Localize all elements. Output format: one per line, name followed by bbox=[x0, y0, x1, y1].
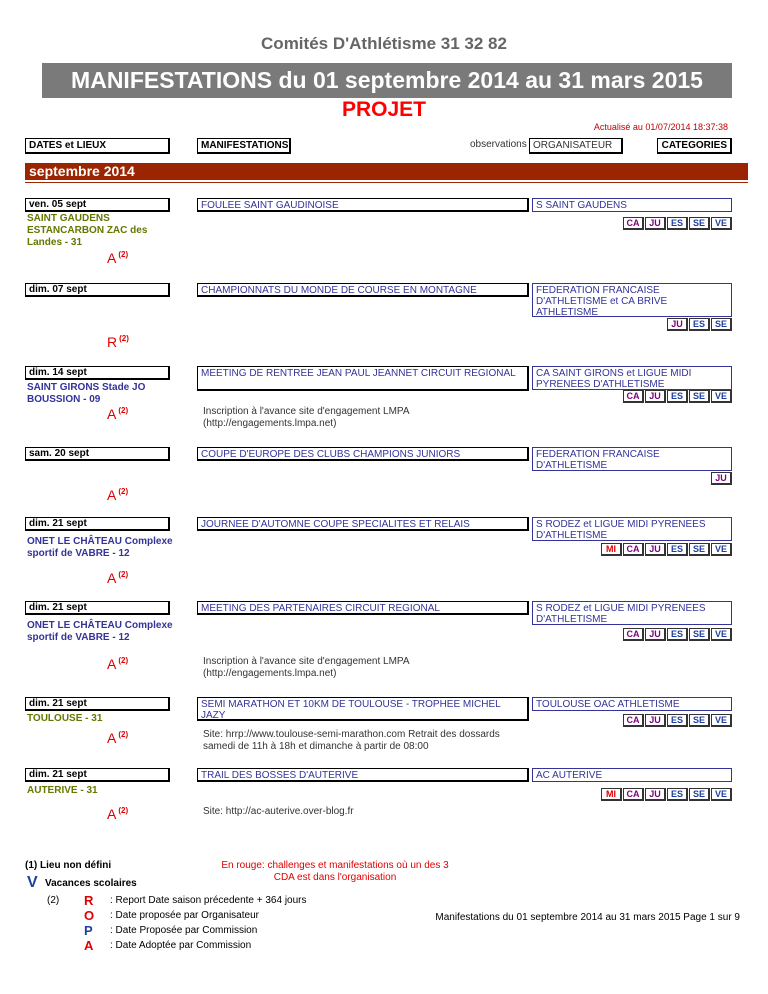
event-status bbox=[107, 334, 129, 350]
category-badge: VE bbox=[711, 390, 732, 403]
event-date: sam. 20 sept bbox=[25, 447, 170, 461]
event-categories bbox=[622, 628, 732, 641]
event-place: TOULOUSE - 31 bbox=[27, 713, 103, 724]
vacances-letter: V bbox=[27, 874, 38, 891]
event-status-note: (2) bbox=[118, 806, 129, 816]
event-categories bbox=[600, 543, 732, 556]
category-badge: JU bbox=[667, 318, 688, 331]
event-status-letter: A bbox=[107, 570, 117, 586]
org-title: Comités D'Athlétisme 31 32 82 bbox=[261, 34, 507, 53]
event-status-note: (2) bbox=[118, 406, 129, 416]
event-status-note: (2) bbox=[119, 334, 129, 344]
event-date: dim. 07 sept bbox=[25, 283, 170, 297]
category-badge: JU bbox=[645, 390, 666, 403]
event-observation: Site: http://ac-auterive.over-blog.fr bbox=[203, 806, 354, 817]
category-badge: JU bbox=[645, 714, 666, 727]
event-categories bbox=[600, 788, 732, 801]
event-place: SAINT GIRONS Stade JO BOUSSION - 09 bbox=[27, 382, 146, 405]
legend-number: (2) bbox=[47, 895, 60, 906]
event-status-note: (2) bbox=[118, 730, 129, 740]
event-organizer: S RODEZ et LIGUE MIDI PYRENEES D'ATHLETISME bbox=[532, 517, 732, 541]
category-badge: VE bbox=[711, 543, 732, 556]
category-badge: VE bbox=[711, 217, 732, 230]
event-date: dim. 21 sept bbox=[25, 601, 170, 615]
col-header-manifestations: MANIFESTATIONS bbox=[197, 138, 291, 154]
footer-lieu-note: (1) Lieu non défini bbox=[25, 860, 112, 871]
category-badge: ES bbox=[667, 390, 688, 403]
legend-letter: R bbox=[84, 893, 94, 908]
category-badge: JU bbox=[645, 628, 666, 641]
event-status-letter: A bbox=[107, 806, 117, 822]
legend-letter: A bbox=[84, 938, 94, 953]
legend-description: : Date Proposée par Commission bbox=[110, 925, 258, 936]
col-header-observations: observations bbox=[470, 139, 527, 150]
event-categories bbox=[710, 472, 732, 485]
category-badge: JU bbox=[645, 788, 666, 801]
category-badge: SE bbox=[711, 318, 732, 331]
month-divider bbox=[25, 182, 748, 183]
category-badge: CA bbox=[623, 390, 644, 403]
event-categories bbox=[666, 318, 732, 331]
category-badge: SE bbox=[689, 714, 710, 727]
event-status-letter: R bbox=[107, 334, 118, 350]
event-place: SAINT GAUDENS ESTANCARBON ZAC des Landes - 31 bbox=[27, 213, 148, 248]
event-organizer: S RODEZ et LIGUE MIDI PYRENEES D'ATHLETISME bbox=[532, 601, 732, 625]
event-organizer: AC AUTERIVE bbox=[532, 768, 732, 782]
event-title[interactable]: SEMI MARATHON ET 10KM DE TOULOUSE - TROPHEE MICHEL JAZY bbox=[197, 697, 529, 721]
status-title: PROJET bbox=[341, 98, 427, 121]
category-badge: JU bbox=[645, 543, 666, 556]
event-status bbox=[107, 570, 128, 586]
main-title: MANIFESTATIONS du 01 septembre 2014 au 31 mars 2015 bbox=[42, 63, 732, 98]
updated-timestamp: Actualisé au 01/07/2014 18:37:38 bbox=[593, 122, 728, 132]
event-status-letter: A bbox=[107, 250, 117, 266]
category-badge: SE bbox=[689, 390, 710, 403]
event-title[interactable]: COUPE D'EUROPE DES CLUBS CHAMPIONS JUNIORS bbox=[197, 447, 529, 461]
event-status-note: (2) bbox=[118, 570, 129, 580]
category-badge: VE bbox=[711, 628, 732, 641]
event-categories bbox=[622, 217, 732, 230]
category-badge: MI bbox=[601, 788, 622, 801]
event-date: ven. 05 sept bbox=[25, 198, 170, 212]
event-status bbox=[107, 487, 128, 503]
event-status bbox=[107, 656, 128, 672]
category-badge: ES bbox=[667, 217, 688, 230]
event-organizer: FEDERATION FRANCAISE D'ATHLETISME bbox=[532, 447, 732, 471]
category-badge: ES bbox=[667, 628, 688, 641]
col-header-dates: DATES et LIEUX bbox=[25, 138, 170, 154]
event-organizer: S SAINT GAUDENS bbox=[532, 198, 732, 212]
event-place: ONET LE CHÂTEAU Complexe sportif de VABRE - 12 bbox=[27, 536, 173, 559]
event-observation: Site: hrrp://www.toulouse-semi-marathon.com Retrait des dossards samedi de 11h à 18h et dimanche à partir de 08:00 bbox=[203, 729, 500, 752]
col-header-organisateur: ORGANISATEUR bbox=[529, 138, 623, 154]
event-observation: Inscription à l'avance site d'engagement LMPA (http://engagements.lmpa.net) bbox=[203, 406, 409, 429]
event-status-letter: A bbox=[107, 487, 117, 503]
event-status-letter: A bbox=[107, 656, 117, 672]
event-title[interactable]: JOURNEE D'AUTOMNE COUPE SPECIALITES ET RELAIS bbox=[197, 517, 529, 531]
event-status-letter: A bbox=[107, 406, 117, 422]
event-observation: Inscription à l'avance site d'engagement LMPA (http://engagements.lmpa.net) bbox=[203, 656, 409, 679]
category-badge: ES bbox=[689, 318, 710, 331]
event-status bbox=[107, 730, 128, 746]
category-badge: JU bbox=[711, 472, 732, 485]
category-badge: ES bbox=[667, 788, 688, 801]
category-badge: CA bbox=[623, 543, 644, 556]
category-badge: ES bbox=[667, 714, 688, 727]
event-title[interactable]: MEETING DE RENTREE JEAN PAUL JEANNET CIRCUIT REGIONAL bbox=[197, 366, 529, 391]
red-note: En rouge: challenges et manifestations où un des 3 CDA est dans l'organisation bbox=[221, 860, 449, 883]
event-categories bbox=[622, 714, 732, 727]
legend-description: : Report Date saison précedente + 364 jours bbox=[110, 895, 307, 906]
event-organizer: FEDERATION FRANCAISE D'ATHLETISME et CA BRIVE ATHLETISME bbox=[532, 283, 732, 317]
event-status-letter: A bbox=[107, 730, 117, 746]
legend-letter: P bbox=[84, 923, 93, 938]
category-badge: SE bbox=[689, 217, 710, 230]
category-badge: SE bbox=[689, 788, 710, 801]
legend-description: : Date proposée par Organisateur bbox=[110, 910, 259, 921]
category-badge: CA bbox=[623, 788, 644, 801]
month-header: septembre 2014 bbox=[25, 163, 748, 180]
event-status-note: (2) bbox=[118, 487, 129, 497]
event-title[interactable]: FOULEE SAINT GAUDINOISE bbox=[197, 198, 529, 212]
category-badge: ES bbox=[667, 543, 688, 556]
event-date: dim. 21 sept bbox=[25, 768, 170, 782]
event-place: AUTERIVE - 31 bbox=[27, 785, 98, 796]
category-badge: CA bbox=[623, 217, 644, 230]
event-title[interactable]: TRAIL DES BOSSES D'AUTERIVE bbox=[197, 768, 529, 782]
event-organizer: TOULOUSE OAC ATHLETISME bbox=[532, 697, 732, 711]
event-status bbox=[107, 806, 128, 822]
category-badge: VE bbox=[711, 788, 732, 801]
event-title[interactable]: MEETING DES PARTENAIRES CIRCUIT REGIONAL bbox=[197, 601, 529, 615]
event-status bbox=[107, 250, 128, 266]
event-title[interactable]: CHAMPIONNATS DU MONDE DE COURSE EN MONTAGNE bbox=[197, 283, 529, 297]
event-date: dim. 21 sept bbox=[25, 697, 170, 711]
legend-letter: O bbox=[84, 908, 95, 923]
category-badge: SE bbox=[689, 543, 710, 556]
category-badge: VE bbox=[711, 714, 732, 727]
event-status-note: (2) bbox=[118, 656, 129, 666]
col-header-categories: CATEGORIES bbox=[657, 138, 732, 154]
category-badge: SE bbox=[689, 628, 710, 641]
event-date: dim. 21 sept bbox=[25, 517, 170, 531]
event-date: dim. 14 sept bbox=[25, 366, 170, 380]
event-status-note: (2) bbox=[118, 250, 129, 260]
vacances-label: Vacances scolaires bbox=[45, 878, 137, 889]
category-badge: MI bbox=[601, 543, 622, 556]
category-badge: CA bbox=[623, 628, 644, 641]
event-status bbox=[107, 406, 128, 422]
page-info: Manifestations du 01 septembre 2014 au 31 mars 2015 Page 1 sur 9 bbox=[435, 912, 740, 923]
category-badge: CA bbox=[623, 714, 644, 727]
legend-description: : Date Adoptée par Commission bbox=[110, 940, 252, 951]
event-organizer: CA SAINT GIRONS et LIGUE MIDI PYRENEES D'ATHLETISME bbox=[532, 366, 732, 390]
event-place: ONET LE CHÂTEAU Complexe sportif de VABRE - 12 bbox=[27, 620, 173, 643]
event-categories bbox=[622, 390, 732, 403]
category-badge: JU bbox=[645, 217, 666, 230]
